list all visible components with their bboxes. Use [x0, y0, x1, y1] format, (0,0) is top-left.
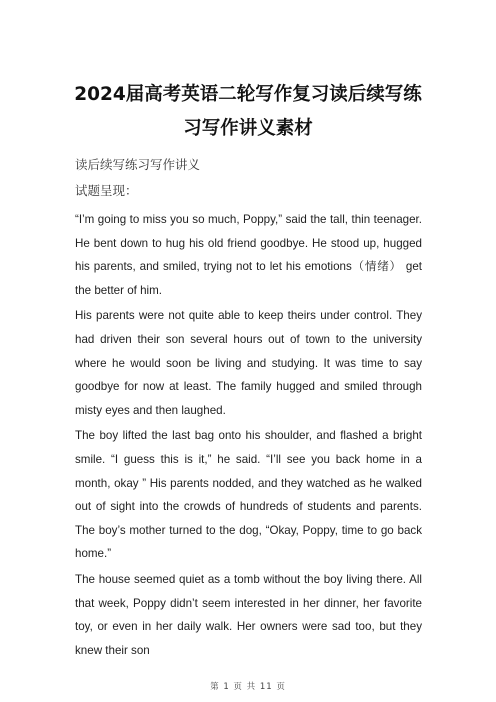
document-subtitle: 读后续写练习写作讲义: [75, 157, 201, 172]
document-title: [40, 78, 456, 146]
title-line-1: 2024届高考英语二轮写作复习读后续写练: [74, 84, 422, 105]
page-footer: 第 1 页 共 11 页: [210, 682, 286, 692]
paragraph: The house seemed quiet as a tomb without the boy living there. All that week, Poppy didn’t seem interested in her dinner, her favorite toy, or even in her daily walk. Her owners were sad too, but they knew their son: [75, 572, 422, 657]
paragraph: “I’m going to miss you so much, Poppy,” said the tall, thin teenager. He bent down to hug his old friend goodbye. He stood up, hugged his parents, and smiled, trying not to let his emotions（情绪） get the better of him.: [75, 213, 422, 297]
document-body: [75, 208, 422, 664]
section-label: 试题呈现：: [75, 183, 138, 198]
paragraph: The boy lifted the last bag onto his shoulder, and flashed a bright smile. “I guess this is it,” he said. “I’ll see you back home in a month, okay ” His parents nodded, and they watched as he walked out of sight into the crowds of hundreds of students and parents. The boy’s mother turned to the dog, “Okay, Poppy, time to go back home.”: [75, 429, 422, 561]
title-line-2: 习写作讲义素材: [183, 118, 313, 139]
paragraph: His parents were not quite able to keep theirs under control. They had driven their son several hours out of town to the university where he would soon be living and studying. It was time to say goodbye for now at least. The family hugged and smiled through misty eyes and then laughed.: [75, 309, 422, 417]
